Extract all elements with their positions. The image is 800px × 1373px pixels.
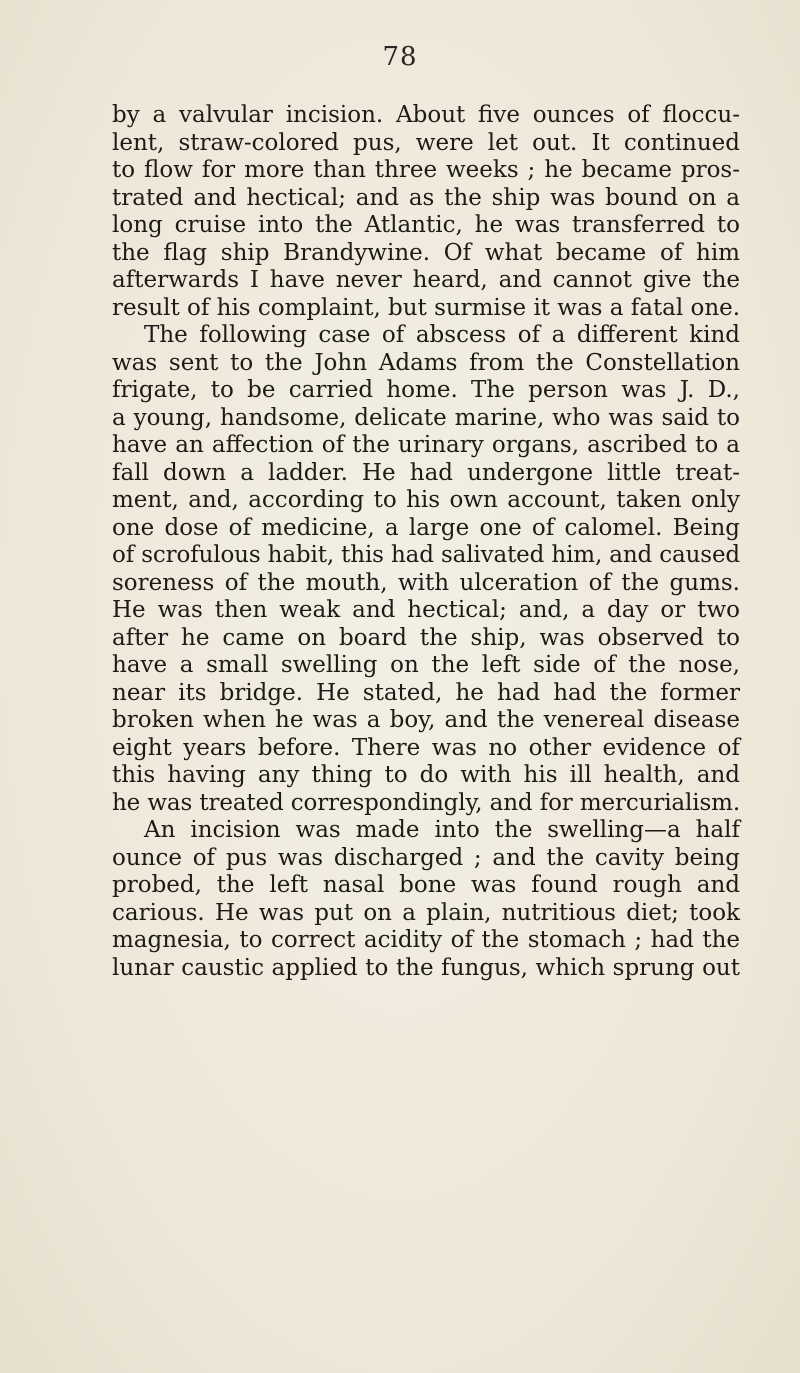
text-line: have a small swelling on the left side of the nose, — [112, 652, 740, 678]
text-line: lent, straw-colored pus, were let out. It continued — [112, 129, 740, 156]
paragraph-start-line: An incision was made into the swelling—a half — [144, 817, 740, 843]
text-line: he was treated correspondingly, and for mercurialism. — [112, 789, 740, 816]
text-line: one dose of medicine, a large one of calomel. Being — [112, 514, 740, 541]
text-line: trated and hectical; and as the ship was bound on a — [112, 184, 740, 211]
text-line: near its bridge. He stated, he had had the former — [112, 679, 740, 706]
paragraph-start-line: The following case of abscess of a different kind — [144, 322, 740, 348]
page-number: 78 — [382, 42, 418, 72]
text-line: soreness of the mouth, with ulceration of the gums. — [112, 569, 740, 596]
text-line: to flow for more than three weeks ; he became pros- — [112, 157, 740, 183]
text-line: was sent to the John Adams from the Constellation — [112, 349, 740, 376]
text-line: fall down a ladder. He had undergone little treat- — [112, 459, 740, 486]
text-line: probed, the left nasal bone was found rough and — [112, 872, 740, 898]
text-line: long cruise into the Atlantic, he was transferred to — [112, 212, 740, 238]
text-line: magnesia, to correct acidity of the stomach ; had the — [112, 927, 740, 953]
text-line: He was then weak and hectical; and, a day or two — [112, 597, 740, 623]
text-line: a young, handsome, delicate marine, who was said to — [112, 404, 740, 431]
body-text — [112, 102, 740, 982]
text-line: the flag ship Brandywine. Of what became of him — [112, 239, 740, 266]
text-line: this having any thing to do with his ill health, and — [112, 762, 740, 788]
text-line: ounce of pus was discharged ; and the cavity being — [112, 844, 740, 871]
text-line: by a valvular incision. About five ounces of floccu- — [112, 102, 740, 128]
text-line: ment, and, according to his own account, taken only — [112, 487, 740, 513]
text-line: lunar caustic applied to the fungus, which sprung out — [112, 954, 740, 981]
text-line: carious. He was put on a plain, nutritious diet; took — [112, 899, 740, 926]
text-line: result of his complaint, but surmise it was a fatal one. — [112, 294, 741, 321]
text-line: of scrofulous habit, this had salivated him, and caused — [112, 542, 740, 568]
text-line: eight years before. There was no other evidence of — [112, 734, 740, 761]
text-line: afterwards I have never heard, and cannot give the — [112, 267, 740, 293]
text-line: after he came on board the ship, was observed to — [112, 624, 740, 651]
text-line: broken when he was a boy, and the venereal disease — [112, 707, 740, 733]
text-line: have an affection of the urinary organs, ascribed to a — [112, 432, 740, 458]
text-line: frigate, to be carried home. The person was J. D., — [112, 377, 740, 403]
